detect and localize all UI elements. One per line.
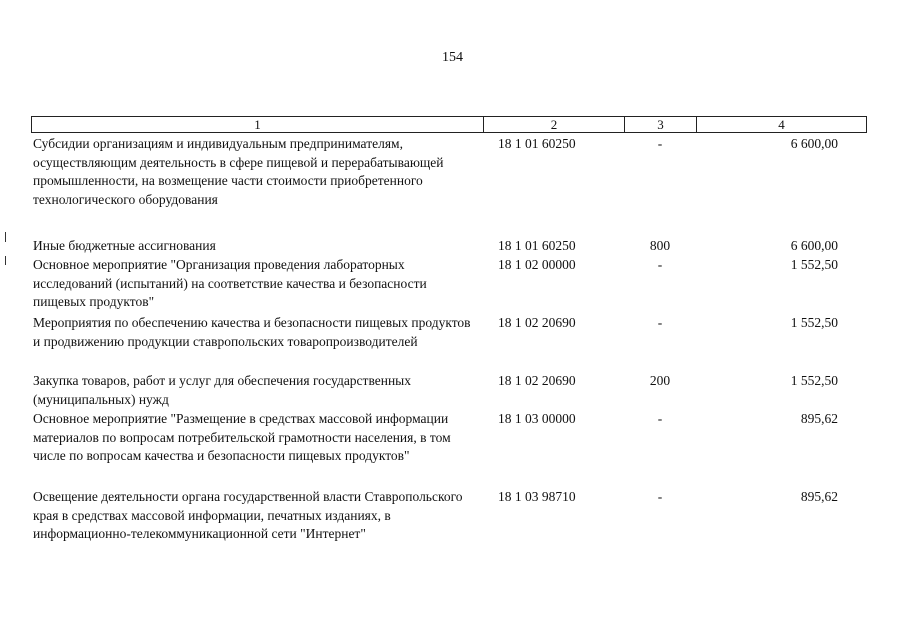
row-sum: 895,62 — [800, 489, 838, 504]
row-code: 18 1 01 60250 — [498, 136, 576, 151]
row-type: - — [657, 136, 663, 151]
margin-mark — [5, 232, 6, 242]
table-row — [33, 237, 867, 256]
table-row — [33, 410, 867, 488]
row-name: Основное мероприятие "Размещение в средствах массовой информации материалов по вопросам потребительской грамотности населения, в том числе по вопросам качества и безопасности пищевых продуктов" — [33, 411, 451, 464]
table-row — [33, 488, 867, 568]
header-col-2: 2 — [484, 117, 625, 132]
row-sum: 1 552,50 — [790, 373, 838, 388]
row-sum: 1 552,50 — [790, 315, 838, 330]
row-code: 18 1 02 20690 — [498, 315, 576, 330]
header-col-4: 4 — [778, 117, 785, 132]
row-sum: 1 552,50 — [790, 257, 838, 272]
margin-mark — [5, 256, 6, 265]
table-row — [33, 314, 867, 372]
row-sum: 895,62 — [800, 411, 838, 426]
table-row — [33, 256, 867, 314]
row-sum: 6 600,00 — [790, 238, 838, 253]
row-name: Основное мероприятие "Организация проведения лабораторных исследований (испытаний) на соответствие качества и безопасности пищевых продуктов" — [33, 257, 427, 310]
row-name: Освещение деятельности органа государственной власти Ставропольского края в средствах массовой информации, печатных изданиях, в информационно-телекоммуникационной сети "Интернет" — [33, 489, 463, 542]
table-row — [33, 135, 867, 237]
row-name: Мероприятия по обеспечению качества и безопасности пищевых продуктов и продвижению продукции ставропольских товаропроизводителей — [33, 315, 471, 349]
table-row — [33, 372, 867, 410]
table-body — [33, 135, 867, 568]
row-type: - — [657, 411, 663, 426]
page-number: 154 — [442, 50, 463, 65]
row-code: 18 1 03 00000 — [498, 411, 576, 426]
row-type: 200 — [649, 373, 671, 388]
row-name: Закупка товаров, работ и услуг для обеспечения государственных (муниципальных) нужд — [33, 373, 412, 407]
row-type: 800 — [649, 238, 671, 253]
row-code: 18 1 01 60250 — [498, 238, 576, 253]
row-name: Иные бюджетные ассигнования — [33, 238, 216, 253]
row-type: - — [657, 257, 663, 272]
row-code: 18 1 02 00000 — [498, 257, 576, 272]
row-code: 18 1 02 20690 — [498, 373, 576, 388]
header-col-1: 1 — [32, 117, 484, 132]
table-header — [31, 116, 867, 133]
row-code: 18 1 03 98710 — [498, 489, 576, 504]
row-type: - — [657, 315, 663, 330]
row-name: Субсидии организациям и индивидуальным предпринимателям, осуществляющим деятельность в сфере пищевой и перерабатывающей промышленности, на возмещение части стоимости приобретенного технологического оборудования — [33, 136, 444, 207]
header-col-3: 3 — [625, 117, 697, 132]
row-type: - — [657, 489, 663, 504]
row-sum: 6 600,00 — [790, 136, 838, 151]
